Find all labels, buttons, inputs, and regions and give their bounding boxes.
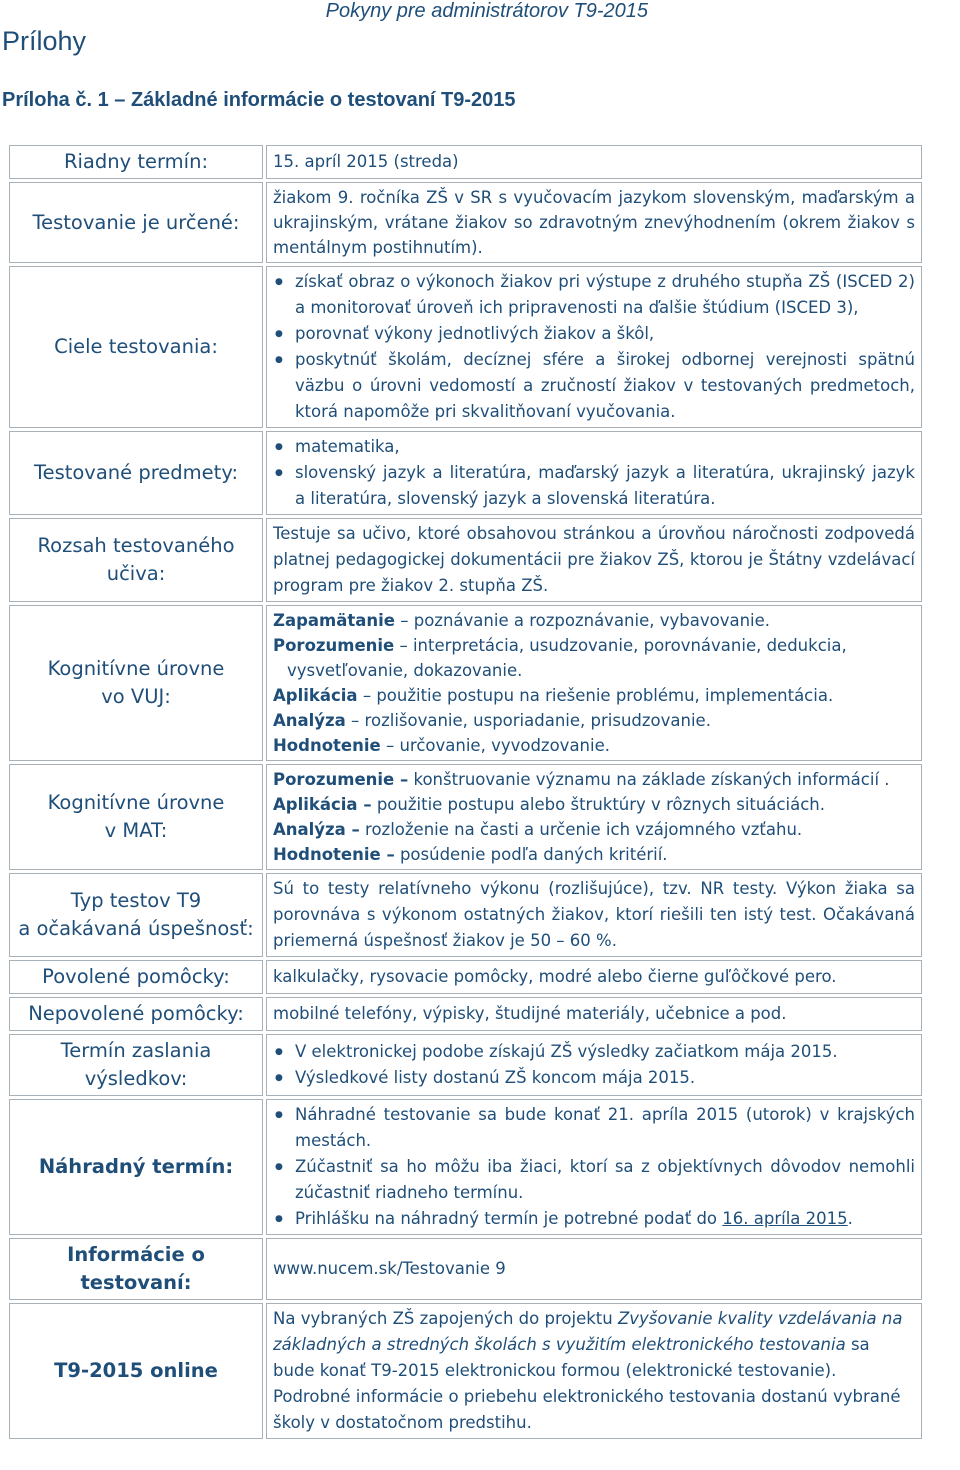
value-forbidden-aids: mobilné telefóny, výpisky, študijné materiály, učebnice a pod. <box>266 997 922 1031</box>
label-line: vo VUJ: <box>101 685 171 708</box>
table-row <box>9 605 922 761</box>
label-forbidden-aids: Nepovolené pomôcky: <box>9 997 263 1031</box>
label-cognitive-mat <box>9 764 263 870</box>
table-row <box>9 518 922 602</box>
label-online: T9-2015 online <box>9 1303 263 1439</box>
level-term: Analýza – <box>273 820 360 839</box>
table-row <box>9 182 922 263</box>
subjects-list <box>273 434 915 512</box>
label-line: Kognitívne úrovne <box>47 791 225 814</box>
list-item: ● Výsledkové listy dostanú ZŠ koncom mája 2015. <box>295 1065 915 1091</box>
level-desc: – použitie postupu na riešenie problému, implementácia. <box>357 686 834 705</box>
list-item: ● Náhradné testovanie sa bude konať 21. apríla 2015 (utorok) v krajských mestách. <box>295 1102 915 1154</box>
value-cognitive-mat <box>266 764 922 870</box>
table-row <box>9 1099 922 1235</box>
label-line: Rozsah testovaného <box>37 534 235 557</box>
label-line: výsledkov: <box>84 1067 188 1090</box>
level-desc: – poznávanie a rozpoznávanie, vybavovanie. <box>395 611 771 630</box>
list-item: ● poskytnúť školám, decíznej sfére a širokej odbornej verejnosti spätnú väzbu o úrovni vedomostí a zručností žiakov v testovaných predmetoch, ktorá napomôže pri skvalitňovaní vyučovania. <box>295 347 915 425</box>
list-item: ● V elektronickej podobe získajú ZŠ výsledky začiatkom mája 2015. <box>295 1039 915 1065</box>
label-line: Termín zaslania <box>60 1039 212 1062</box>
level-line <box>273 817 915 842</box>
level-term: Analýza <box>273 711 346 730</box>
level-line <box>273 733 915 758</box>
table-row <box>9 431 922 515</box>
level-term: Zapamätanie <box>273 611 395 630</box>
level-term: Porozumenie <box>273 636 395 655</box>
project-name: Zvyšovanie kvality vzdelávania na základných a stredných školách s využitím elektronického testovania <box>273 1309 903 1354</box>
label-scope <box>9 518 263 602</box>
label-line: Typ testov T9 <box>70 889 202 912</box>
value-results-date <box>266 1034 922 1096</box>
table-row <box>9 960 922 994</box>
label-results-date <box>9 1034 263 1096</box>
value-test-type: Sú to testy relatívneho výkonu (rozlišujúce), tzv. NR testy. Výkon žiaka sa porovnáva s výkonom ostatných žiakov, ktorí riešili ten istý test. Očakávaná priemerná úspešnosť žiakov je 50 – 60 %. <box>266 873 922 957</box>
level-desc: – určovanie, vyvodzovanie. <box>380 736 610 755</box>
level-line-continued: vysvetľovanie, dokazovanie. <box>287 661 523 680</box>
level-line <box>273 708 915 733</box>
label-goals: Ciele testovania: <box>9 266 263 428</box>
table-row <box>9 997 922 1031</box>
value-goals <box>266 266 922 428</box>
table-row <box>9 1034 922 1096</box>
level-line <box>273 842 915 867</box>
label-intended-for: Testovanie je určené: <box>9 182 263 263</box>
value-intended-for: žiakom 9. ročníka ZŠ v SR s vyučovacím jazykom slovenským, maďarským a ukrajinským, vrátane žiakov so zdravotným znevýhodnením (okrem žiakov s mentálnym postihnutím). <box>266 182 922 263</box>
level-line <box>273 608 915 633</box>
label-allowed-aids: Povolené pomôcky: <box>9 960 263 994</box>
level-term: Porozumenie – <box>273 770 409 789</box>
list-item: ● matematika, <box>295 434 915 460</box>
label-cognitive-vuj <box>9 605 263 761</box>
value-regular-date: 15. apríl 2015 (streda) <box>266 145 922 179</box>
level-line <box>273 792 915 817</box>
table-row <box>9 1303 922 1439</box>
value-cognitive-vuj <box>266 605 922 761</box>
list-item: ● Zúčastniť sa ho môžu iba žiaci, ktorí sa z objektívnych dôvodov nemohli zúčastniť riadneho termínu. <box>295 1154 915 1206</box>
label-regular-date: Riadny termín: <box>9 145 263 179</box>
document-header: Pokyny pre administrátorov T9-2015 <box>325 0 648 22</box>
level-term: Hodnotenie <box>273 736 381 755</box>
label-line: v MAT: <box>104 819 168 842</box>
label-test-type <box>9 873 263 957</box>
table-row <box>9 145 922 179</box>
list-item: ● Prihlášku na náhradný termín je potrebné podať do 16. apríla 2015. <box>295 1206 915 1232</box>
label-subjects: Testované predmety: <box>9 431 263 515</box>
level-desc: – rozlišovanie, usporiadanie, prisudzovanie. <box>345 711 711 730</box>
value-scope: Testuje sa učivo, ktoré obsahovou stránkou a úrovňou náročnosti zodpovedá platnej pedagogickej dokumentácii pre žiakov ZŠ, ktorou je Štátny vzdelávací program pre žiakov 2. stupňa ZŠ. <box>266 518 922 602</box>
substitute-list <box>273 1102 915 1232</box>
list-item: ● získať obraz o výkonoch žiakov pri výstupe z druhého stupňa ZŠ (ISCED 2) a monitorovať úroveň ich pripravenosti na ďalšie štúdium (ISCED 3), <box>295 269 915 321</box>
label-line: učiva: <box>106 562 166 585</box>
level-desc: posúdenie podľa daných kritérií. <box>394 845 668 864</box>
level-term: Hodnotenie – <box>273 845 395 864</box>
level-term: Aplikácia <box>273 686 358 705</box>
label-line: Kognitívne úrovne <box>47 657 225 680</box>
section-title: Príloha č. 1 – Základné informácie o testovaní T9-2015 <box>2 89 516 111</box>
table-row <box>9 873 922 957</box>
goals-list <box>273 269 915 425</box>
page-title: Prílohy <box>2 26 87 56</box>
table-row <box>9 764 922 870</box>
label-info: Informácie o testovaní: <box>9 1238 263 1300</box>
level-line <box>273 683 915 708</box>
value-substitute-date <box>266 1099 922 1235</box>
value-online: Na vybraných ZŠ zapojených do projektu Zvyšovanie kvality vzdelávania na základných a stredných školách s využitím elektronického testovania sa bude konať T9-2015 elektronickou formou (elektronické testovanie). Podrobné informácie o priebehu elektronického testovania dostanú vybrané školy v dostatočnom predstihu. <box>266 1303 922 1439</box>
deadline-date: 16. apríla 2015 <box>722 1209 848 1228</box>
info-table <box>6 142 925 1442</box>
table-row <box>9 266 922 428</box>
value-subjects <box>266 431 922 515</box>
value-allowed-aids: kalkulačky, rysovacie pomôcky, modré alebo čierne guľôčkové pero. <box>266 960 922 994</box>
level-desc: rozloženie na časti a určenie ich vzájomného vzťahu. <box>359 820 803 839</box>
list-item: ● slovenský jazyk a literatúra, maďarský jazyk a literatúra, ukrajinský jazyk a literatúra, slovenský jazyk a slovenská literatúra. <box>295 460 915 512</box>
level-line <box>273 633 915 658</box>
level-desc: – interpretácia, usudzovanie, porovnávanie, dedukcia, <box>394 636 847 655</box>
label-line: a očakávaná úspešnosť: <box>18 917 254 940</box>
value-info-link[interactable]: www.nucem.sk/Testovanie 9 <box>266 1238 922 1300</box>
level-term: Aplikácia – <box>273 795 372 814</box>
level-line <box>273 767 915 792</box>
results-list <box>273 1039 915 1091</box>
table-row <box>9 1238 922 1300</box>
label-substitute-date: Náhradný termín: <box>9 1099 263 1235</box>
list-item: ● porovnať výkony jednotlivých žiakov a škôl, <box>295 321 915 347</box>
level-desc: konštruovanie významu na základe získaných informácií . <box>408 770 890 789</box>
level-desc: použitie postupu alebo štruktúry v rôznych situáciách. <box>371 795 825 814</box>
